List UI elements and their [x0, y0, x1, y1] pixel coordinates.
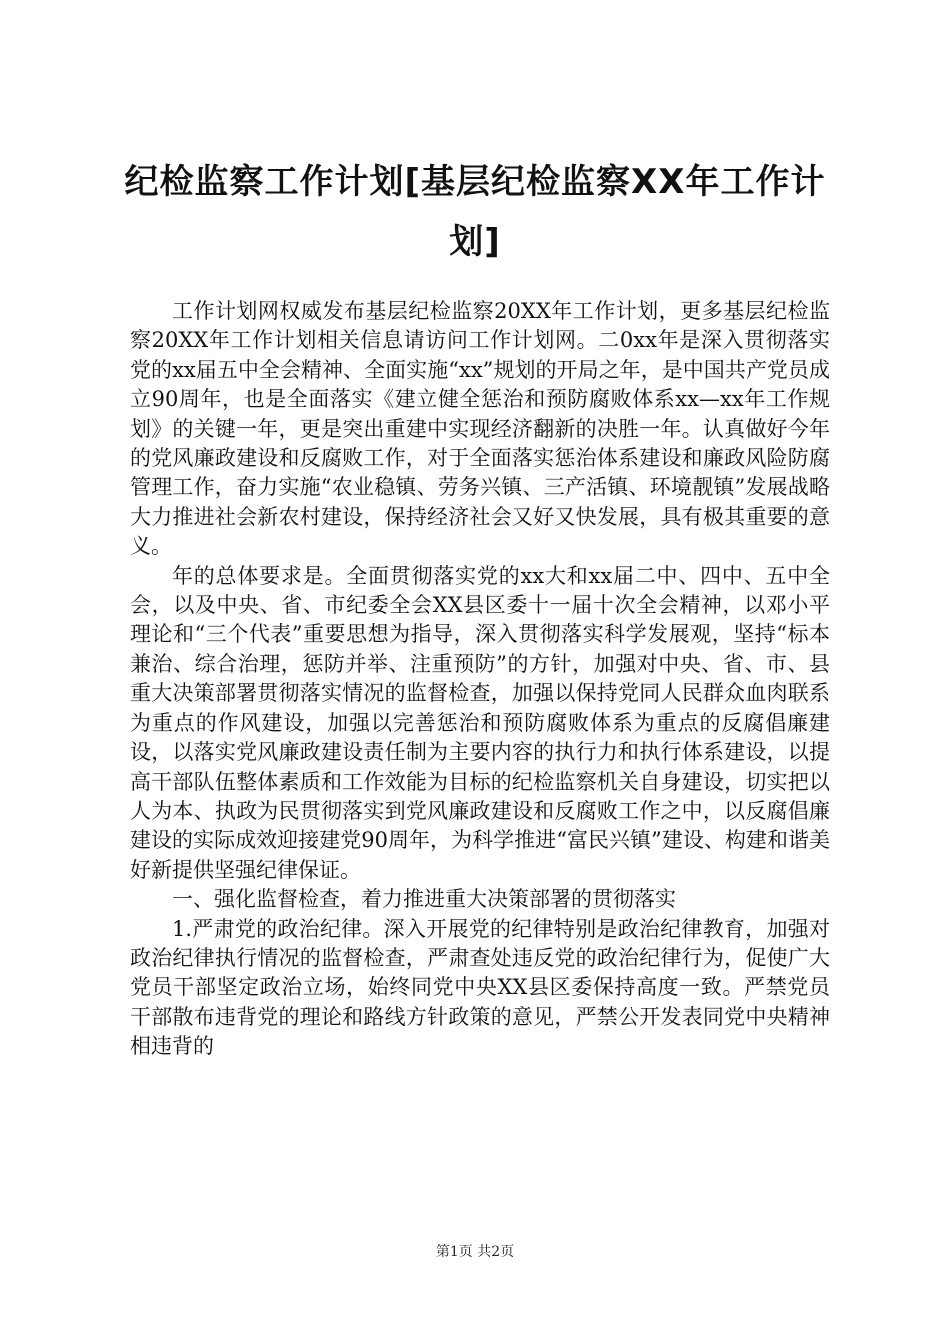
paragraph-item-1: 1.严肃党的政治纪律。深入开展党的纪律特别是政治纪律教育，加强对政治纪律执行情况的监督检查，严肃查处违反党的政治纪律行为，促使广大党员干部坚定政治立场，始终同党中央XX县区委保持高度一致。严禁党员干部散布违背党的理论和路线方针政策的意见，严禁公开发表同党中央精神相违背的 — [130, 916, 830, 1059]
paragraph-general-requirements: 年的总体要求是。全面贯彻落实党的xx大和xx届二中、四中、五中全会，以及中央、省、市纪委全会XX县区委十一届十次全会精神，以邓小平理论和“三个代表”重要思想为指导，深入贯彻落实科学发展观，坚持“标本兼治、综合治理，惩防并举、注重预防”的方针，加强对中央、省、市、县重大决策部署贯彻落实情况的监督检查，加强以保持党同人民群众血肉联系为重点的作风建设，加强以完善惩治和预防腐败体系为重点的反腐倡廉建设，以落实党风廉政建设责任制为主要内容的执行力和执行体系建设，以提高干部队伍整体素质和工作效能为目标的纪检监察机关自身建设，切实把以人为本、执政为民贯彻落实到党风廉政建设和反腐败工作之中，以反腐倡廉建设的实际成效迎接建党90周年，为科学推进“富民兴镇”建设、构建和谐美好新提供坚强纪律保证。 — [130, 563, 830, 882]
paragraph-intro: 工作计划网权威发布基层纪检监察20XX年工作计划，更多基层纪检监察20XX年工作计划相关信息请访问工作计划网。二0xx年是深入贯彻落实党的xx届五中全会精神、全面实施“xx”规划的开局之年，是中国共产党员成立90周年，也是全面落实《建立健全惩治和预防腐败体系xx—xx年工作规划》的关键一年，更是突出重建中实现经济翻新的决胜一年。认真做好今年的党风廉政建设和反腐败工作，对于全面落实惩治体系建设和廉政风险防腐管理工作，奋力实施“农业稳镇、劳务兴镇、三产活镇、环境靓镇”发展战略大力推进社会新农村建设，保持经济社会又好又快发展，具有极其重要的意义。 — [130, 299, 830, 559]
section-heading-1: 一、强化监督检查，着力推进重大决策部署的贯彻落实 — [172, 887, 676, 912]
page-footer: 第1页 共2页 — [435, 1244, 515, 1260]
document-body — [130, 297, 830, 1062]
document-title: 纪检监察工作计划[基层纪检监察XX年工作计划] — [124, 162, 826, 262]
